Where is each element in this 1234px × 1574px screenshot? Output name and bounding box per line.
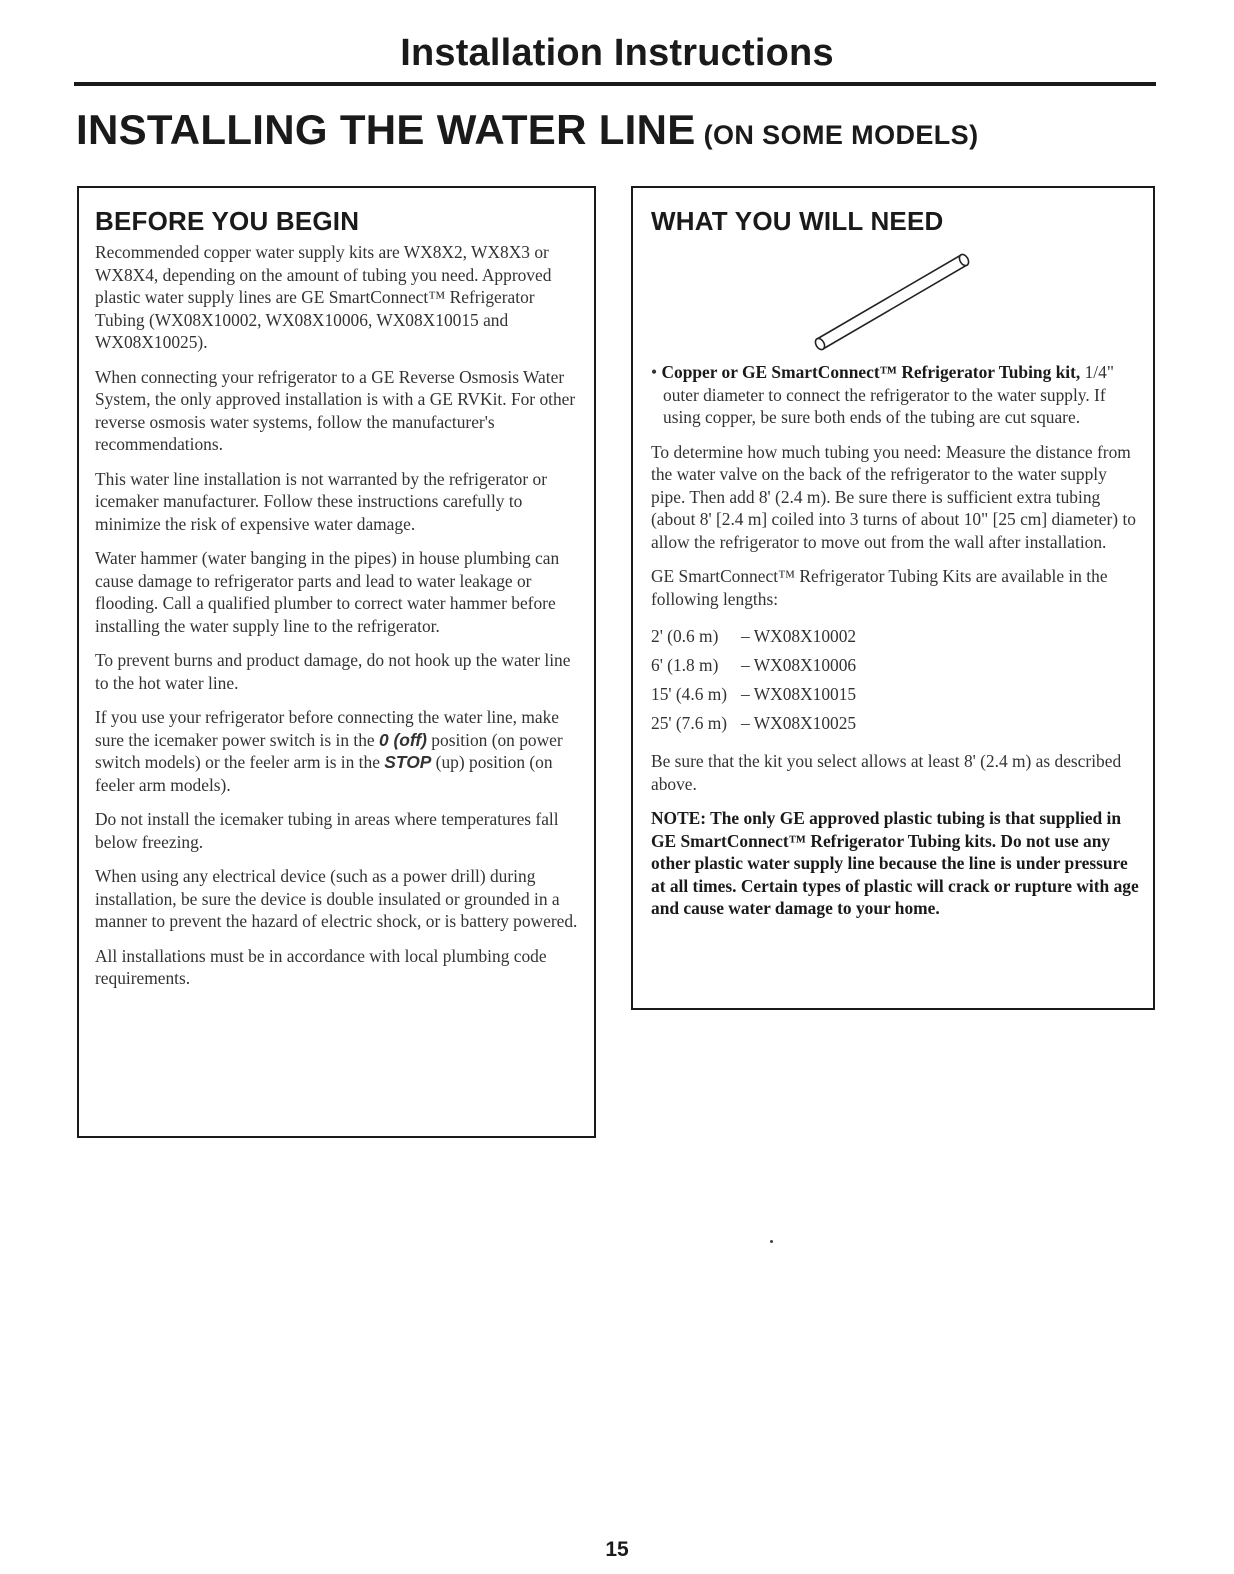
list-item xyxy=(651,622,1139,651)
what-you-will-need-heading: WHAT YOU WILL NEED xyxy=(651,206,944,236)
tube-icon xyxy=(811,241,981,351)
before-you-begin-heading: BEFORE YOU BEGIN xyxy=(95,206,360,236)
length-value: 15' (4.6 m) xyxy=(651,684,728,704)
paragraph-supply-kits: Recommended copper water supply kits are WX8X2, WX8X3 or WX8X4, depending on the amount of tubing you need. Approved plastic water supply lines are GE SmartConnect™ Refrigerator Tubing (WX08X10002, WX08X10006, WX08X10015 and WX08X10025). xyxy=(95,242,552,352)
part-number: – WX08X10006 xyxy=(741,655,857,675)
list-item xyxy=(651,709,1139,738)
length-value: 2' (0.6 m) xyxy=(651,626,719,646)
paragraph-freezing: Do not install the icemaker tubing in areas where temperatures fall below freezing. xyxy=(95,809,559,852)
icemaker-switch-text-b: position (on power switch models) or the feeler arm is in the xyxy=(95,729,563,772)
section-title xyxy=(76,106,978,154)
list-item xyxy=(651,680,1139,709)
copper-tube-illustration xyxy=(651,241,1139,351)
scan-speck xyxy=(770,1240,773,1243)
before-you-begin-box xyxy=(77,186,596,1138)
list-item xyxy=(651,651,1139,680)
paragraph-reverse-osmosis: When connecting your refrigerator to a GE Reverse Osmosis Water System, the only approved installation is with a GE RVKit. For other reverse osmosis water systems, follow the manufacturer's recommendations. xyxy=(95,366,576,454)
paragraph-measure-tubing: To determine how much tubing you need: Measure the distance from the water valve on the back of the refrigerator to the water supply pipe. Then add 8' (2.4 m). Be sure there is sufficient extra tubing (about 8' [2.4 m] coiled into 3 turns of about 10" [25 cm] diameter) to allow the refrigerator to move out from the wall after installation. xyxy=(651,441,1136,552)
page-number: 15 xyxy=(605,1538,629,1561)
paragraph-icemaker-switch xyxy=(95,706,578,796)
paragraph-kit-selection: Be sure that the kit you select allows at least 8' (2.4 m) as described above. xyxy=(651,751,1122,794)
header-rule xyxy=(74,82,1156,86)
page-header-title: Installation Instructions xyxy=(400,32,834,74)
part-number: – WX08X10015 xyxy=(741,684,857,704)
tubing-kit-text: 1/4" outer diameter to connect the refrigerator to the water supply. If using copper, be sure both ends of the tubing are cut square. xyxy=(663,362,1114,427)
section-title-main: INSTALLING THE WATER LINE xyxy=(76,106,696,153)
note-plastic-tubing: NOTE: The only GE approved plastic tubing is that supplied in GE SmartConnect™ Refrigerator Tubing kits. Do not use any other plastic water supply line because the line is under pressure at all times. Certain types of plastic will crack or rupture with age and cause water damage to your home. xyxy=(651,808,1139,918)
length-value: 6' (1.8 m) xyxy=(651,655,719,675)
paragraph-plumbing-code: All installations must be in accordance with local plumbing code requirements. xyxy=(95,945,547,988)
paragraph-water-hammer: Water hammer (water banging in the pipes) in house plumbing can cause damage to refrigerator parts and lead to water leakage or flooding. Call a qualified plumber to correct water hammer before installing the water supply line to the refrigerator. xyxy=(95,548,560,636)
paragraph-warranty: This water line installation is not warranted by the refrigerator or icemaker manufacturer. Follow these instructions carefully to minimize the risk of expensive water damage. xyxy=(95,468,548,534)
icemaker-switch-text-c: (up) position (on feeler arm models). xyxy=(95,752,553,795)
paragraph-hot-water: To prevent burns and product damage, do not hook up the water line to the hot water line. xyxy=(95,650,571,693)
length-value: 25' (7.6 m) xyxy=(651,713,728,733)
icemaker-switch-text-a: If you use your refrigerator before connecting the water line, make sure the icemaker power switch is in the xyxy=(95,707,560,750)
tubing-kit-bullet: • Copper or GE SmartConnect™ Refrigerator Tubing kit, 1/4" outer diameter to connect the refrigerator to the water supply. If using copper, be sure both ends of the tubing are cut square. xyxy=(651,362,1114,427)
tubing-lengths-list xyxy=(651,622,1139,738)
what-you-will-need-box xyxy=(631,186,1155,1010)
tubing-kit-bold: Copper or GE SmartConnect™ Refrigerator Tubing kit, xyxy=(661,362,1081,382)
stop-position-label: STOP xyxy=(384,752,432,772)
part-number: – WX08X10025 xyxy=(741,713,857,733)
part-number: – WX08X10002 xyxy=(741,626,857,646)
paragraph-available-lengths: GE SmartConnect™ Refrigerator Tubing Kits are available in the following lengths: xyxy=(651,566,1108,609)
off-position-label: 0 (off) xyxy=(378,729,427,750)
paragraph-electrical: When using any electrical device (such as a power drill) during installation, be sure the device is double insulated or grounded in a manner to prevent the hazard of electric shock, or is battery powered. xyxy=(95,866,578,931)
section-title-subtitle: (ON SOME MODELS) xyxy=(703,120,979,150)
